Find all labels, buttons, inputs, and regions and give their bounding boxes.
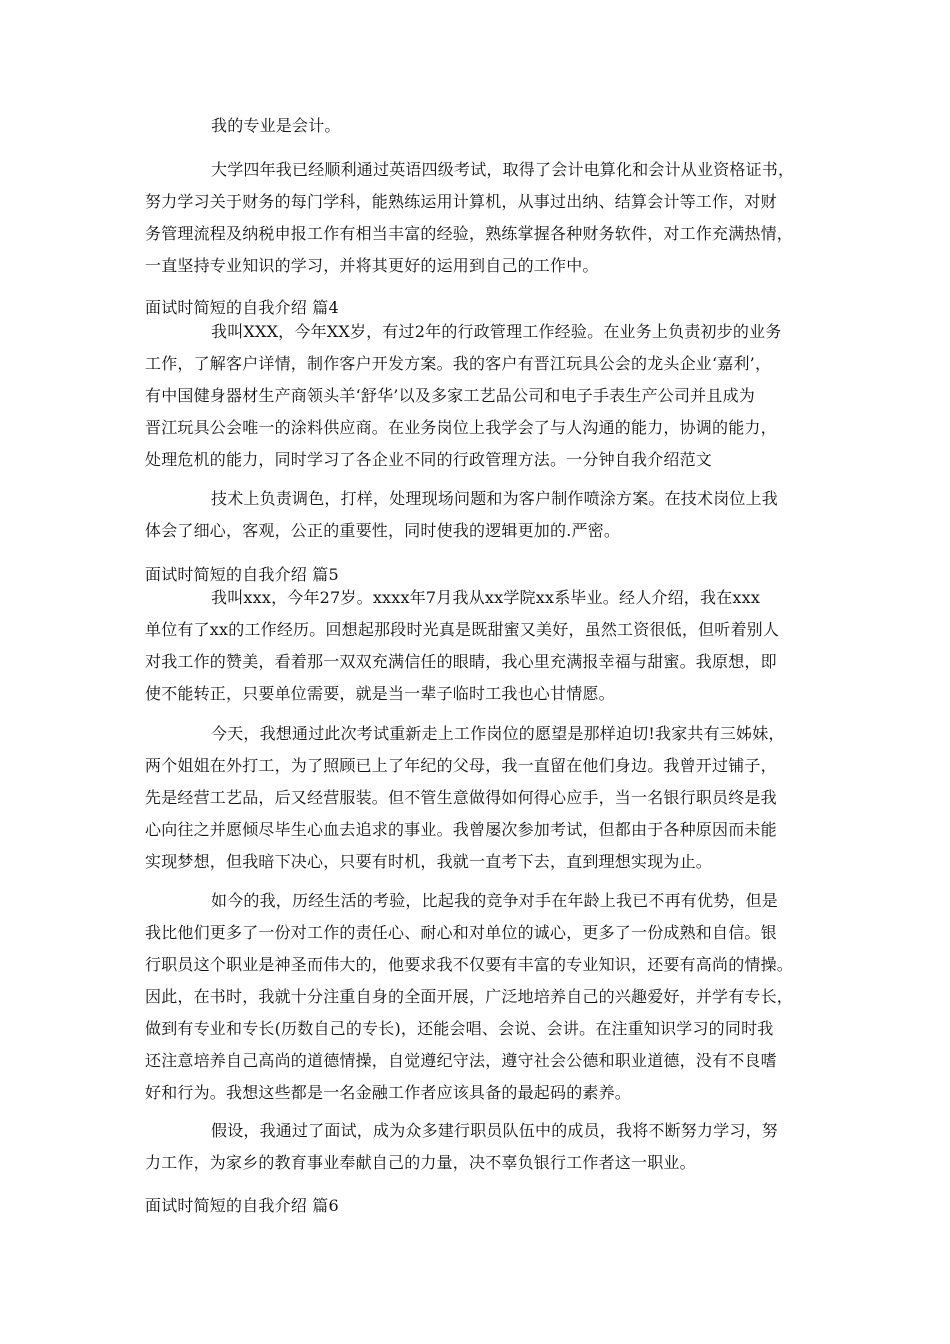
section-heading: 面试时简短的自我介绍 篇5 (145, 565, 339, 584)
paragraph-today (145, 718, 809, 878)
text-line: 力工作，为家乡的教育事业奉献自己的力量，决不辜负银行工作者这一职业。 (145, 1153, 696, 1172)
paragraph-university (145, 154, 809, 282)
text-line: 大学四年我已经顺利通过英语四级考试，取得了会计电算化和会计从业资格证书， (211, 160, 795, 179)
text-line: 我比他们更多了一份对工作的责任心、耐心和对单位的诚心，更多了一份成熟和自信。银 (145, 923, 777, 942)
text-line: 我叫XXX，今年XX岁，有过2年的行政管理工作经验。在业务上负责初步的业务 (211, 322, 782, 341)
text-line: 体会了细心，客观，公正的重要性，同时使我的逻辑更加的.严密。 (145, 521, 621, 540)
text-line: 还注意培养自己高尚的道德情操，自觉遵纪守法，遵守社会公德和职业道德，没有不良嗜 (145, 1051, 777, 1070)
text-line: 因此，在书时，我就十分注重自身的全面开展，广泛地培养自己的兴趣爱好，并学有专长， (145, 987, 794, 1006)
text-line: 实现梦想，但我暗下决心，只要有时机，我就一直考下去，直到理想实现为止。 (145, 852, 713, 871)
text-line: 两个姐姐在外打工，为了照顾已上了年纪的父母，我一直留在他们身边。我曾开过铺子， (145, 756, 777, 775)
text-line: 假设，我通过了面试，成为众多建行职员队伍中的成员，我将不断努力学习，努 (211, 1121, 779, 1140)
text-line: 我叫xxx，今年27岁。xxxx年7月我从xx学院xx系毕业。经人介绍，我在xxx (211, 588, 761, 607)
text-line: 一直坚持专业知识的学习，并将其更好的运用到自己的工作中。 (145, 256, 599, 275)
text-line: 有中国健身器材生产商领头羊‘舒华’以及多家工艺品公司和电子手表生产公司并且成为 (145, 386, 755, 405)
text-line: 务管理流程及纳税申报工作有相当丰富的经验，熟练掌握各种财务软件，对工作充满热情， (145, 224, 794, 243)
text-line: 心向往之并愿倾尽毕生心血去追求的事业。我曾屡次参加考试，但都由于各种原因而未能 (145, 820, 777, 839)
text-line: 使不能转正，只要单位需要，就是当一辈子临时工我也心甘情愿。 (145, 684, 615, 703)
text-line: 晋江玩具公会唯一的涂料供应商。在业务岗位上我学会了与人沟通的能力，协调的能力， (145, 418, 777, 437)
text-line: 单位有了xx的工作经历。回想起那段时光真是既甜蜜又美好，虽然工资很低，但听着别人 (145, 620, 780, 639)
paragraph-experience (145, 316, 809, 476)
text-line: 我的专业是会计。 (211, 116, 341, 135)
section-heading-6 (145, 1190, 809, 1222)
text-line: 好和行为。我想这些都是一名金融工作者应该具备的最起码的素养。 (145, 1083, 632, 1102)
text-line: 对我工作的赞美，看着那一双双充满信任的眼睛，我心里充满报幸福与甜蜜。我原想，即 (145, 652, 777, 671)
paragraph-suppose (145, 1115, 809, 1179)
paragraph-major (145, 110, 809, 142)
text-line: 做到有专业和专长(历数自己的专长)，还能会唱、会说、会讲。在注重知识学习的同时我 (145, 1019, 774, 1038)
section-heading: 面试时简短的自我介绍 篇6 (145, 1196, 339, 1215)
text-line: 先是经营工艺品，后又经营服装。但不管生意做得如何得心应手，当一名银行职员终是我 (145, 788, 777, 807)
text-line: 行职员这个职业是神圣而伟大的，他要求我不仅要有丰富的专业知识，还要有高尚的情操。 (145, 955, 794, 974)
section-heading: 面试时简短的自我介绍 篇4 (145, 298, 339, 317)
text-line: 工作，了解客户详情，制作客户开发方案。我的客户有晋江玩具公会的龙头企业‘嘉利’， (145, 354, 772, 373)
paragraph-intro (145, 582, 809, 710)
text-line: 如今的我，历经生活的考验，比起我的竞争对手在年龄上我已不再有优势，但是 (211, 891, 779, 910)
paragraph-now (145, 885, 809, 1109)
paragraph-technical (145, 483, 809, 547)
text-line: 处理危机的能力，同时学习了各企业不同的行政管理方法。一分钟自我介绍范文 (145, 450, 713, 469)
text-line: 努力学习关于财务的每门学科，能熟练运用计算机，从事过出纳、结算会计等工作，对财 (145, 192, 777, 211)
text-line: 今天，我想通过此次考试重新走上工作岗位的愿望是那样迫切!我家共有三姊妹， (211, 724, 785, 743)
text-line: 技术上负责调色，打样，处理现场问题和为客户制作喷涂方案。在技术岗位上我 (211, 489, 779, 508)
